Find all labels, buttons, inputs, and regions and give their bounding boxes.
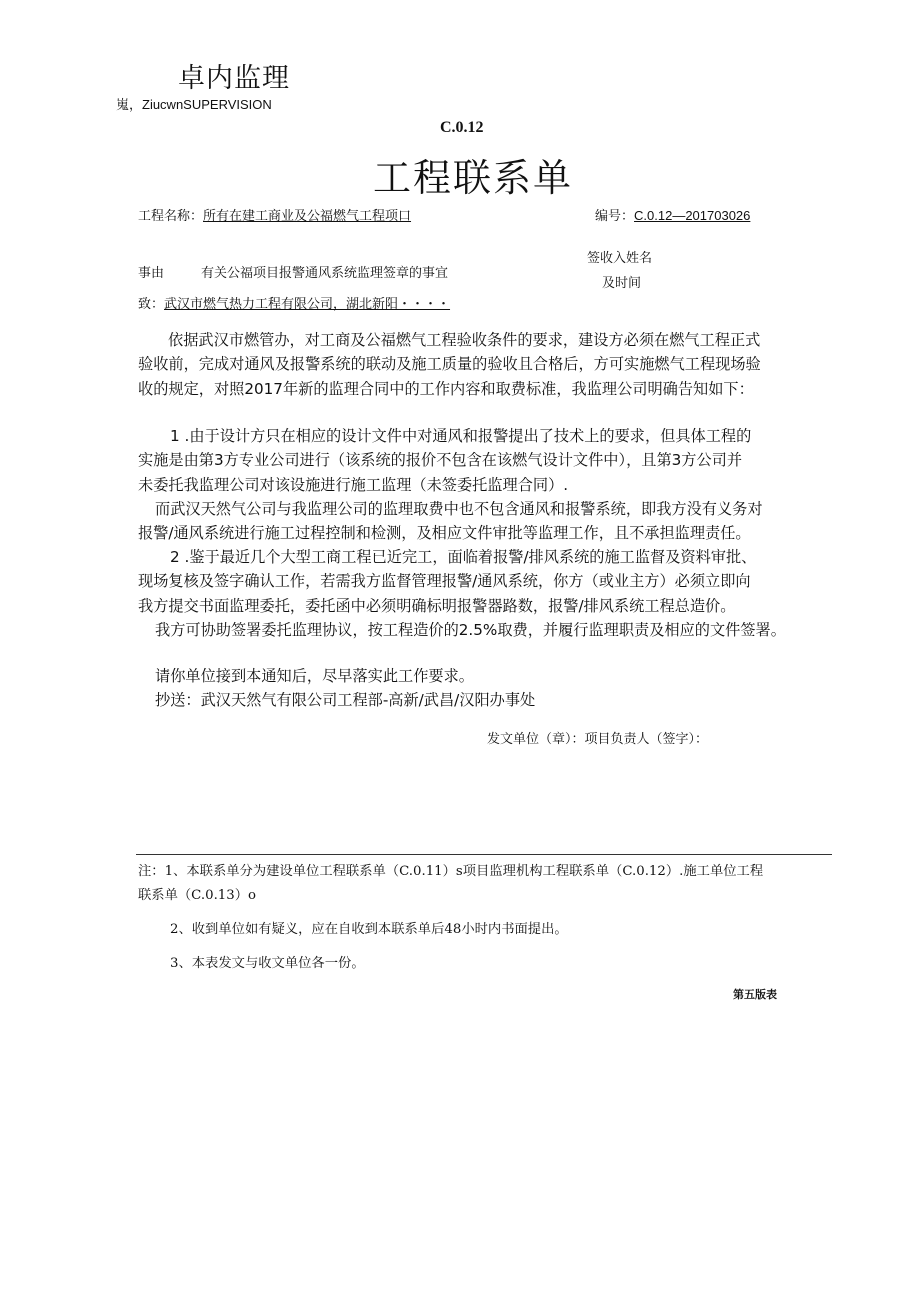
intro-line: 收的规定，对照2017年新的监理合同中的工作内容和取费标准，我监理公司明确告知如下：	[138, 379, 754, 398]
item-line: 报警/通风系统进行施工过程控制和检测，及相应文件审批等监理工作，且不承担监理责任。	[138, 524, 751, 543]
closing-paragraph	[138, 664, 858, 713]
notes-divider	[136, 854, 832, 855]
closing-line: 请你单位接到本通知后，尽早落实此工作要求。	[155, 667, 474, 685]
note-3: 3、本表发文与收文单位各一份。	[170, 956, 365, 971]
document-number-label: 编号：	[595, 208, 635, 223]
item-1-paragraph	[138, 424, 858, 545]
item-line: 2 .鉴于最近几个大型工商工程已近完工，面临着报警/排风系统的施工监督及资料审批、	[170, 548, 757, 566]
note-1-line-1: 注：1、本联系单分为建设单位工程联系单（C.0.11）s项目监理机构工程联系单（C.0.12）.施工单位工程	[138, 864, 764, 879]
item-line: 而武汉天然气公司与我监理公司的监理取费中也不包含通风和报警系统，即我方没有义务对	[155, 499, 763, 518]
project-name-value: 所有在建工商业及公福燃气工程项口	[203, 209, 412, 224]
intro-paragraph	[138, 328, 858, 401]
note-1-line-2: 联系单（C.0.13）o	[138, 888, 257, 903]
document-number-field	[595, 205, 750, 224]
item-line: 1 .由于设计方只在相应的设计文件中对通风和报警提出了技术上的要求，但具体工程的	[170, 427, 752, 445]
recipient-value: 武汉市燃气热力工程有限公司，湖北新阳・・・・	[164, 297, 451, 312]
document-number-value: C.0.12—201703026	[634, 208, 751, 223]
edition-label: 第五版表	[733, 988, 777, 1001]
project-name-label: 工程名称：	[138, 209, 204, 224]
project-name-field	[138, 205, 411, 224]
recipient-field	[138, 293, 450, 312]
item-line: 实施是由第3方专业公司进行（该系统的报价不包含在该燃气设计文件中），且第3方公司并	[138, 451, 743, 470]
intro-line: 依据武汉市燃管办，对工商及公福燃气工程验收条件的要求，建设方必须在燃气工程正式	[168, 331, 761, 349]
item-line: 我方可协助签署委托监理协议，按工程造价的2.5%取费，并履行监理职责及相应的文件签署。	[155, 620, 786, 639]
receiver-name-label: 签收入姓名	[587, 251, 653, 266]
item-2-paragraph	[138, 545, 858, 642]
subject-value: 有关公福项目报警通风系统监理签章的事宜	[201, 266, 449, 281]
receiver-time-label: 及时间	[602, 276, 642, 291]
item-line: 现场复核及签字确认工作，若需我方监督管理报警/通风系统，你方（或业主方）必须立即向	[138, 572, 751, 591]
company-logo-subtitle: 嵬，ZiucwnSUPERVISION	[116, 97, 272, 112]
form-code: C.0.12	[440, 119, 484, 136]
intro-line: 验收前，完成对通风及报警系统的联动及施工质量的验收且合格后，方可实施燃气工程现场验	[138, 355, 761, 374]
signature-line: 发文单位（章）：项目负责人（签字）：	[487, 732, 709, 747]
item-line: 未委托我监理公司对该设施进行施工监理（未签委托监理合同）.	[138, 475, 569, 494]
company-logo-text: 卓内监理	[178, 63, 290, 94]
page-title: 工程联系单	[373, 156, 574, 200]
subject-label: 事由	[138, 266, 165, 281]
item-line: 我方提交书面监理委托，委托函中必须明确标明报警器路数，报警/排风系统工程总造价。	[138, 596, 736, 615]
note-2: 2、收到单位如有疑义，应在自收到本联系单后48小时内书面提出。	[170, 922, 568, 937]
recipient-label: 致：	[138, 297, 165, 312]
cc-line: 抄送：武汉天然气有限公司工程部-高新/武昌/汉阳办事处	[155, 691, 536, 710]
